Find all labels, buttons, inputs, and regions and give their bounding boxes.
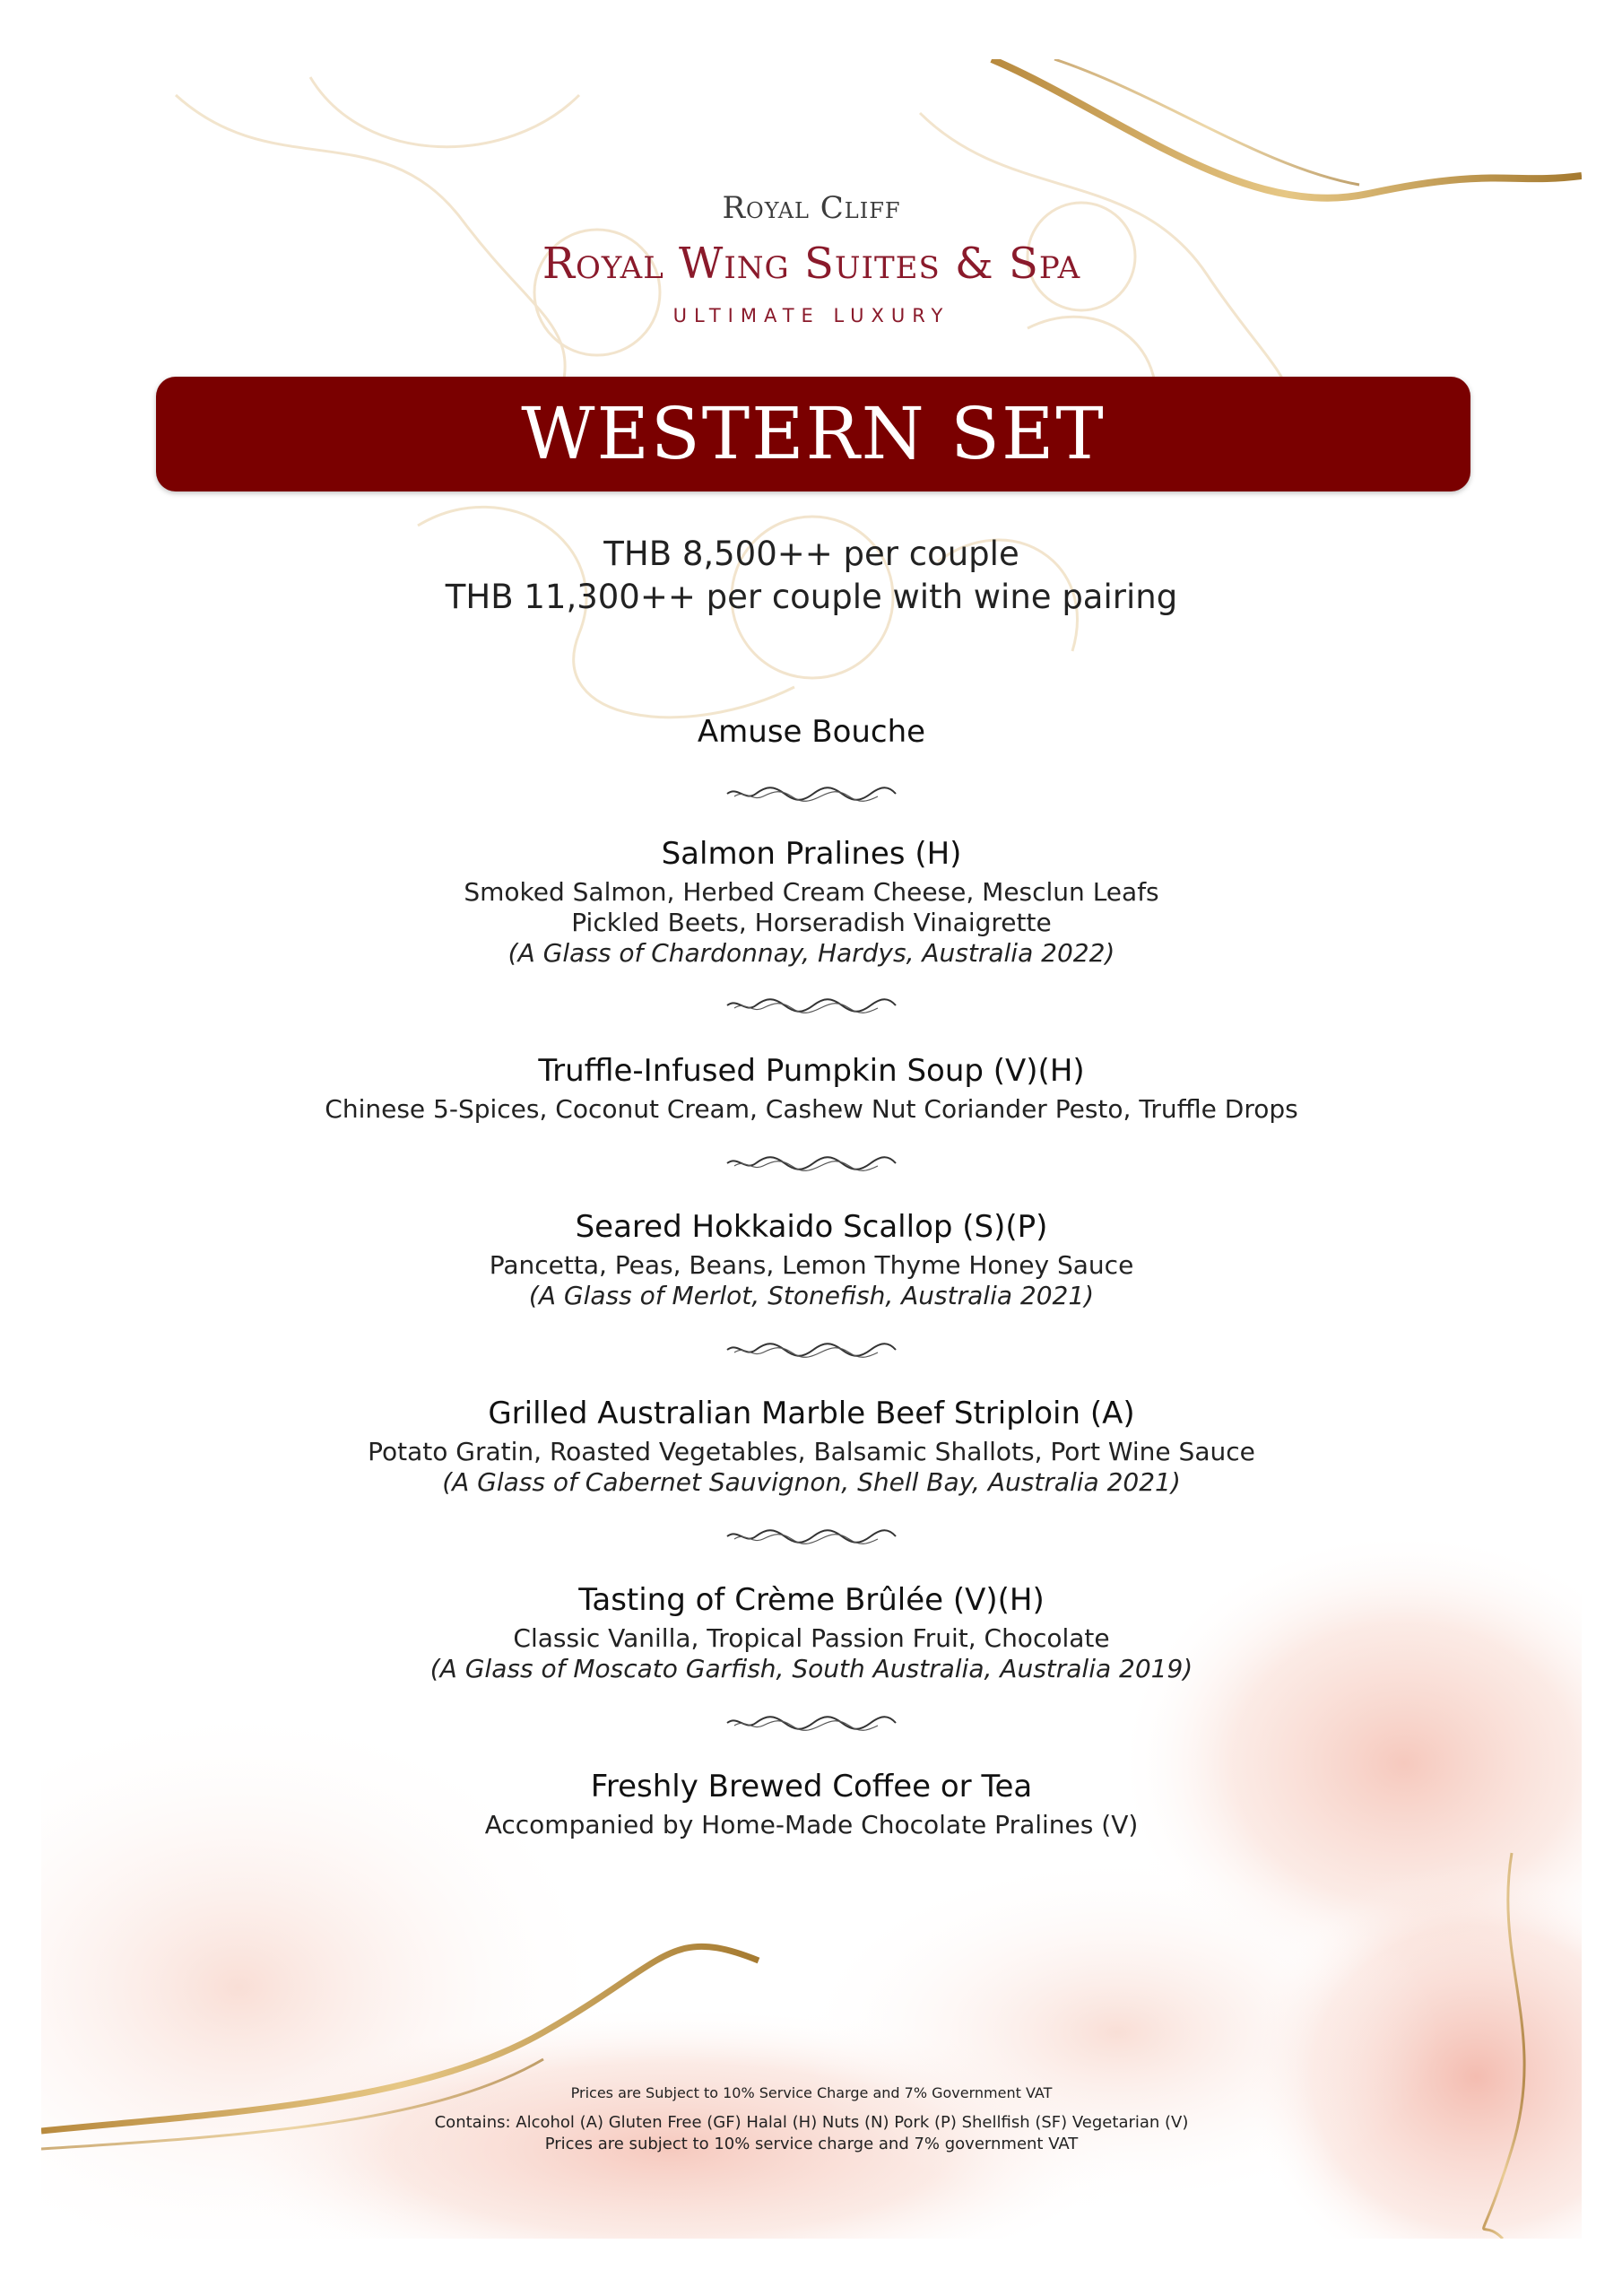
menu-page xyxy=(41,59,1582,2239)
course-name: Salmon Pralines (H) xyxy=(661,836,962,872)
ornamental-divider-icon xyxy=(725,1713,898,1733)
wine-pairing: (A Glass of Merlot, Stonefish, Australia 2021) xyxy=(528,1281,1095,1310)
brand-top: Royal Cliff xyxy=(722,190,901,226)
wine-pairing: (A Glass of Cabernet Sauvignon, Shell Bay, Australia 2021) xyxy=(442,1467,1181,1497)
course-name: Tasting of Crème Brûlée (V)(H) xyxy=(578,1582,1045,1618)
footer-note: Prices are Subject to 10% Service Charge and 7% Government VAT xyxy=(570,2084,1053,2101)
course-description: Smoked Salmon, Herbed Cream Cheese, Mesclun Leafs xyxy=(464,877,1159,907)
course-description: Pickled Beets, Horseradish Vinaigrette xyxy=(571,908,1052,937)
ornamental-divider-icon xyxy=(725,784,898,804)
banner-title: WESTERN SET xyxy=(521,392,1106,475)
wine-pairing: (A Glass of Moscato Garfish, South Australia, Australia 2019) xyxy=(429,1654,1193,1683)
brand-name: Royal Wing Suites & Spa xyxy=(542,239,1081,289)
ornamental-divider-icon xyxy=(725,1153,898,1173)
course-name: Seared Hokkaido Scallop (S)(P) xyxy=(575,1209,1048,1245)
menu-content xyxy=(41,59,1582,2239)
brand-tagline: ULTIMATE LUXURY xyxy=(672,305,950,326)
ornamental-divider-icon xyxy=(725,1340,898,1360)
course-name: Grilled Australian Marble Beef Striploin (A) xyxy=(488,1396,1135,1431)
course-name: Freshly Brewed Coffee or Tea xyxy=(590,1769,1033,1805)
price-line-2: THB 11,300++ per couple with wine pairing xyxy=(445,578,1178,616)
course-description: Accompanied by Home-Made Chocolate Pralines (V) xyxy=(484,1810,1139,1839)
course-description: Potato Gratin, Roasted Vegetables, Balsamic Shallots, Port Wine Sauce xyxy=(368,1437,1255,1466)
course-description: Classic Vanilla, Tropical Passion Fruit, Chocolate xyxy=(513,1623,1110,1653)
footer-note-2: Prices are subject to 10% service charge and 7% government VAT xyxy=(544,2135,1079,2153)
course-description: Pancetta, Peas, Beans, Lemon Thyme Honey Sauce xyxy=(489,1250,1134,1280)
course-name: Truffle-Infused Pumpkin Soup (V)(H) xyxy=(538,1053,1085,1089)
footer-allergens: Contains: Alcohol (A) Gluten Free (GF) Halal (H) Nuts (N) Pork (P) Shellfish (SF) Vegetarian (V) xyxy=(434,2113,1189,2132)
ornamental-divider-icon xyxy=(725,996,898,1015)
course-name: Amuse Bouche xyxy=(697,714,926,750)
title-banner xyxy=(156,377,1470,491)
course-description: Chinese 5-Spices, Coconut Cream, Cashew Nut Coriander Pesto, Truffle Drops xyxy=(325,1094,1298,1124)
wine-pairing: (A Glass of Chardonnay, Hardys, Australia 2022) xyxy=(507,938,1115,968)
ornamental-divider-icon xyxy=(725,1526,898,1546)
price-line-1: THB 8,500++ per couple xyxy=(603,535,1019,573)
